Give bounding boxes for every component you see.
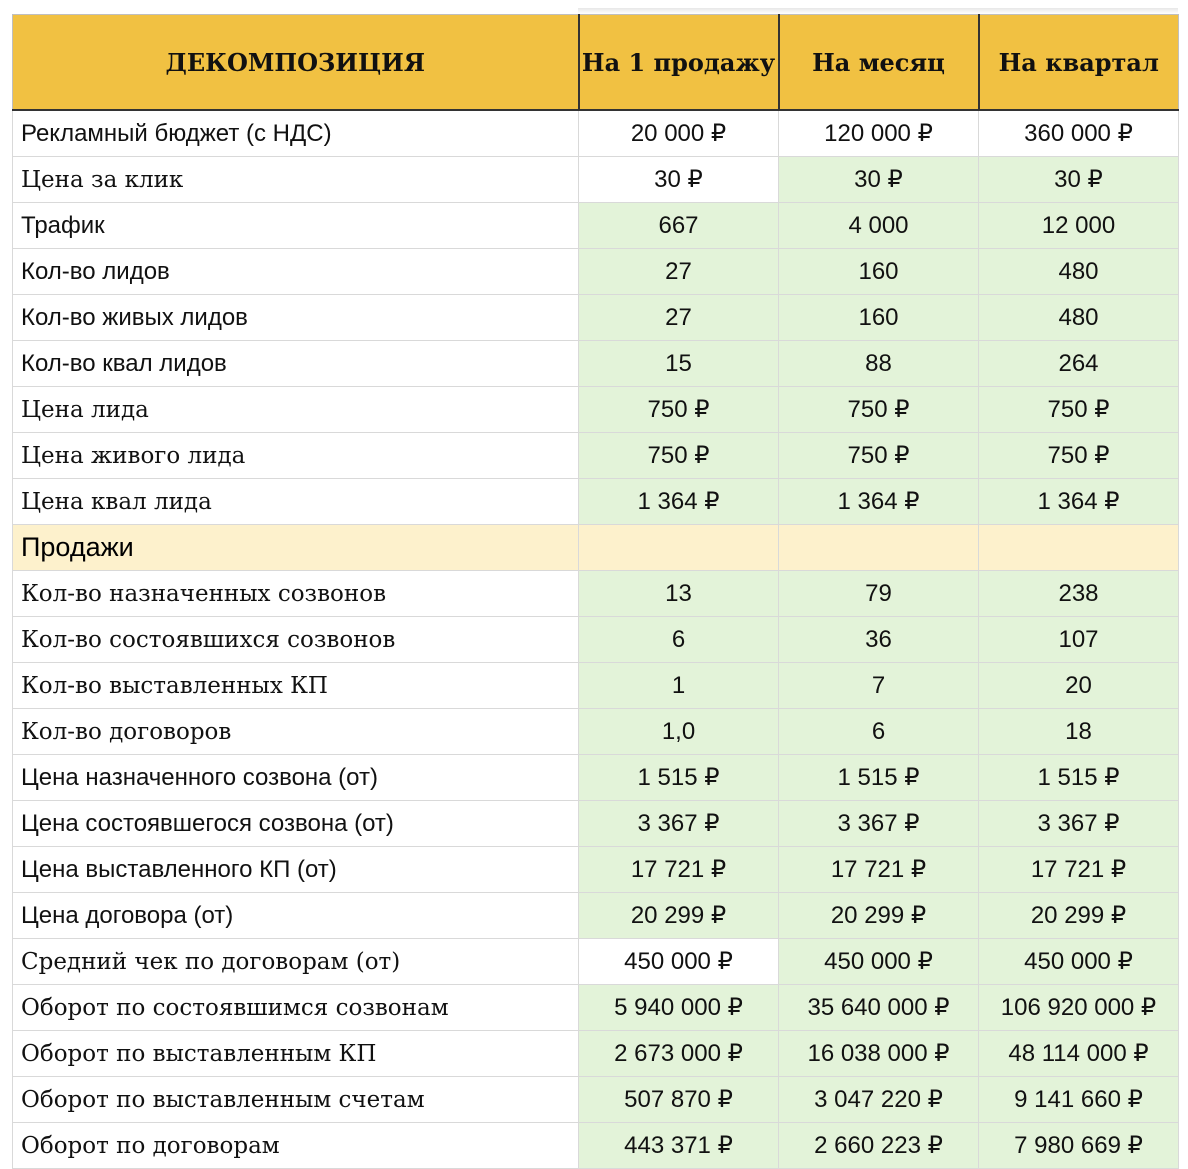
value-per-sale[interactable]: 667	[579, 203, 779, 249]
value-per-month[interactable]: 450 000 ₽	[779, 939, 979, 985]
value-per-sale[interactable]: 1 515 ₽	[579, 755, 779, 801]
header-per-month[interactable]: На месяц	[779, 15, 979, 111]
table-row	[13, 341, 1179, 387]
row-label[interactable]: Трафик	[13, 203, 579, 249]
value-per-quarter[interactable]: 3 367 ₽	[979, 801, 1179, 847]
value-per-sale[interactable]: 3 367 ₽	[579, 801, 779, 847]
value-per-month[interactable]: 3 047 220 ₽	[779, 1077, 979, 1123]
value-per-month[interactable]: 35 640 000 ₽	[779, 985, 979, 1031]
table-row	[13, 755, 1179, 801]
table-row	[13, 663, 1179, 709]
value-per-month[interactable]: 1 515 ₽	[779, 755, 979, 801]
value-per-sale[interactable]: 6	[579, 617, 779, 663]
sales-section-block	[13, 525, 1179, 571]
row-label[interactable]: Кол-во назначенных созвонов	[13, 571, 579, 617]
value-per-sale[interactable]: 20 000 ₽	[579, 110, 779, 157]
row-label[interactable]: Цена квал лида	[13, 479, 579, 525]
value-per-month[interactable]: 88	[779, 341, 979, 387]
value-per-quarter[interactable]: 12 000	[979, 203, 1179, 249]
value-per-quarter[interactable]: 18	[979, 709, 1179, 755]
table-row	[13, 1031, 1179, 1077]
value-per-quarter[interactable]: 750 ₽	[979, 387, 1179, 433]
row-label[interactable]: Рекламный бюджет (с НДС)	[13, 110, 579, 157]
value-per-month[interactable]: 1 364 ₽	[779, 479, 979, 525]
value-per-sale[interactable]: 1,0	[579, 709, 779, 755]
table-row	[13, 709, 1179, 755]
value-per-quarter[interactable]: 17 721 ₽	[979, 847, 1179, 893]
table-row	[13, 847, 1179, 893]
row-label[interactable]: Цена состоявшегося созвона (от)	[13, 801, 579, 847]
value-per-sale[interactable]: 750 ₽	[579, 387, 779, 433]
value-per-quarter[interactable]: 480	[979, 249, 1179, 295]
value-per-quarter[interactable]: 450 000 ₽	[979, 939, 1179, 985]
row-label[interactable]: Кол-во выставленных КП	[13, 663, 579, 709]
row-label[interactable]: Кол-во состоявшихся созвонов	[13, 617, 579, 663]
value-per-quarter[interactable]: 30 ₽	[979, 157, 1179, 203]
value-per-sale[interactable]: 17 721 ₽	[579, 847, 779, 893]
table-row	[13, 203, 1179, 249]
table-row	[13, 1077, 1179, 1123]
value-per-month[interactable]: 120 000 ₽	[779, 110, 979, 157]
value-per-sale[interactable]: 27	[579, 249, 779, 295]
value-per-quarter[interactable]: 480	[979, 295, 1179, 341]
header-per-quarter[interactable]: На квартал	[979, 15, 1179, 111]
row-label[interactable]: Оборот по договорам	[13, 1123, 579, 1169]
value-per-month[interactable]: 30 ₽	[779, 157, 979, 203]
value-per-month[interactable]: 79	[779, 571, 979, 617]
table-row	[13, 1123, 1179, 1169]
row-label[interactable]: Цена лида	[13, 387, 579, 433]
row-label[interactable]: Оборот по выставленным счетам	[13, 1077, 579, 1123]
value-per-sale[interactable]: 27	[579, 295, 779, 341]
value-per-month[interactable]: 7	[779, 663, 979, 709]
value-per-sale[interactable]: 30 ₽	[579, 157, 779, 203]
value-per-month[interactable]: 36	[779, 617, 979, 663]
table-row	[13, 801, 1179, 847]
value-per-sale[interactable]: 2 673 000 ₽	[579, 1031, 779, 1077]
row-label[interactable]: Кол-во лидов	[13, 249, 579, 295]
table-row	[13, 571, 1179, 617]
value-per-month[interactable]: 6	[779, 709, 979, 755]
table-row	[13, 249, 1179, 295]
value-per-sale[interactable]: 450 000 ₽	[579, 939, 779, 985]
value-per-quarter[interactable]: 48 114 000 ₽	[979, 1031, 1179, 1077]
value-per-sale[interactable]: 20 299 ₽	[579, 893, 779, 939]
value-per-month[interactable]: 16 038 000 ₽	[779, 1031, 979, 1077]
value-per-month[interactable]: 20 299 ₽	[779, 893, 979, 939]
value-per-month[interactable]: 160	[779, 249, 979, 295]
value-per-quarter[interactable]: 1 364 ₽	[979, 479, 1179, 525]
ad-metrics-block	[13, 110, 1179, 525]
value-per-quarter[interactable]: 750 ₽	[979, 433, 1179, 479]
value-per-quarter[interactable]: 107	[979, 617, 1179, 663]
table-row	[13, 985, 1179, 1031]
value-per-quarter[interactable]: 360 000 ₽	[979, 110, 1179, 157]
section-cell[interactable]	[979, 525, 1179, 571]
table-row	[13, 939, 1179, 985]
value-per-sale[interactable]: 507 870 ₽	[579, 1077, 779, 1123]
table-row	[13, 387, 1179, 433]
table-row	[13, 157, 1179, 203]
decomposition-table	[12, 14, 1179, 1169]
value-per-month[interactable]: 17 721 ₽	[779, 847, 979, 893]
table-row	[13, 617, 1179, 663]
value-per-month[interactable]: 4 000	[779, 203, 979, 249]
row-label[interactable]: Цена выставленного КП (от)	[13, 847, 579, 893]
value-per-quarter[interactable]: 238	[979, 571, 1179, 617]
value-per-quarter[interactable]: 20	[979, 663, 1179, 709]
value-per-month[interactable]: 160	[779, 295, 979, 341]
section-label[interactable]: Продажи	[13, 525, 579, 571]
value-per-sale[interactable]: 5 940 000 ₽	[579, 985, 779, 1031]
value-per-month[interactable]: 750 ₽	[779, 433, 979, 479]
row-label[interactable]: Цена назначенного созвона (от)	[13, 755, 579, 801]
value-per-quarter[interactable]: 264	[979, 341, 1179, 387]
value-per-sale[interactable]: 750 ₽	[579, 433, 779, 479]
table-row	[13, 295, 1179, 341]
row-label[interactable]: Средний чек по договорам (от)	[13, 939, 579, 985]
row-label[interactable]: Оборот по состоявшимся созвонам	[13, 985, 579, 1031]
row-label[interactable]: Кол-во договоров	[13, 709, 579, 755]
value-per-sale[interactable]: 1 364 ₽	[579, 479, 779, 525]
value-per-sale[interactable]: 15	[579, 341, 779, 387]
header-row	[13, 15, 1179, 111]
table-row	[13, 110, 1179, 157]
table-row	[13, 433, 1179, 479]
row-label[interactable]: Кол-во квал лидов	[13, 341, 579, 387]
row-label[interactable]: Кол-во живых лидов	[13, 295, 579, 341]
section-cell[interactable]	[579, 525, 779, 571]
value-per-month[interactable]: 2 660 223 ₽	[779, 1123, 979, 1169]
value-per-quarter[interactable]: 20 299 ₽	[979, 893, 1179, 939]
row-label[interactable]: Оборот по выставленным КП	[13, 1031, 579, 1077]
table-row	[13, 893, 1179, 939]
header-per-sale[interactable]: На 1 продажу	[579, 15, 779, 111]
value-per-month[interactable]: 750 ₽	[779, 387, 979, 433]
value-per-sale[interactable]: 1	[579, 663, 779, 709]
value-per-month[interactable]: 3 367 ₽	[779, 801, 979, 847]
sales-metrics-block	[13, 571, 1179, 1169]
value-per-quarter[interactable]: 9 141 660 ₽	[979, 1077, 1179, 1123]
section-row-sales	[13, 525, 1179, 571]
row-label[interactable]: Цена живого лида	[13, 433, 579, 479]
row-label[interactable]: Цена за клик	[13, 157, 579, 203]
header-title[interactable]: ДЕКОМПОЗИЦИЯ	[13, 15, 579, 111]
table-row	[13, 479, 1179, 525]
value-per-sale[interactable]: 13	[579, 571, 779, 617]
value-per-sale[interactable]: 443 371 ₽	[579, 1123, 779, 1169]
value-per-quarter[interactable]: 1 515 ₽	[979, 755, 1179, 801]
value-per-quarter[interactable]: 106 920 000 ₽	[979, 985, 1179, 1031]
section-cell[interactable]	[779, 525, 979, 571]
value-per-quarter[interactable]: 7 980 669 ₽	[979, 1123, 1179, 1169]
row-label[interactable]: Цена договора (от)	[13, 893, 579, 939]
